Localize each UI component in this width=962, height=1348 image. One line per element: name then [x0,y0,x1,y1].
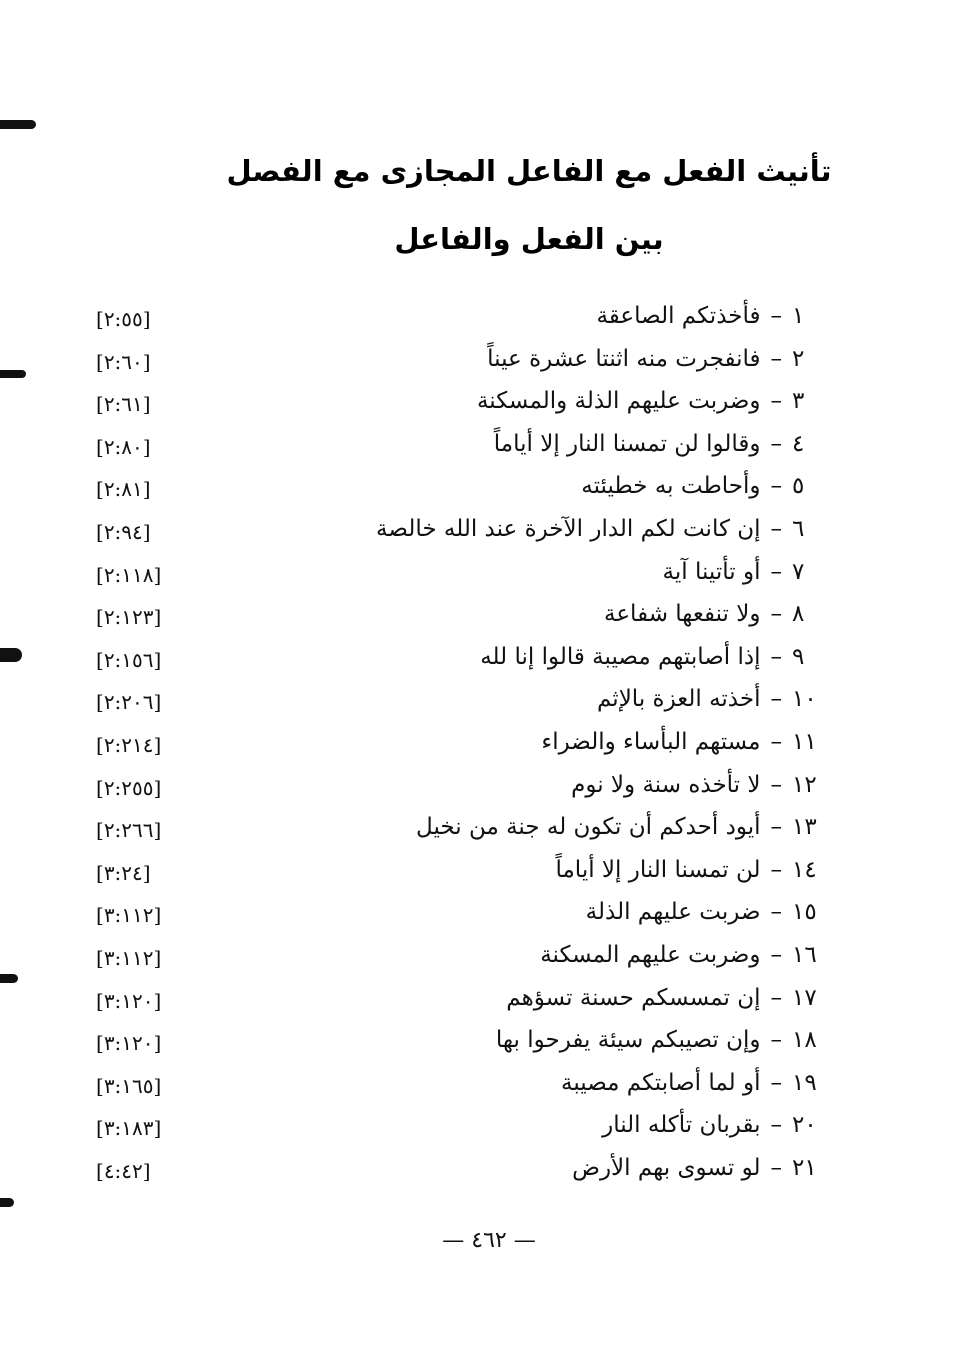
entry-text: وضربت عليهم المسكنة [540,941,761,968]
entry-line [506,983,822,1013]
entry-text: بقربان تأكله النار [602,1112,761,1139]
entry-number: ٣ [792,388,805,415]
entry-number: ٧ [792,558,805,585]
list-item [0,936,962,979]
entry-line [496,1025,822,1055]
entry-list [0,297,962,1191]
entry-dash: – [770,388,782,415]
entry-line [571,770,822,800]
entry-number: ١٢ [792,771,817,798]
list-item [0,723,962,766]
entry-line [540,940,822,970]
list-item [0,851,962,894]
entry-dash: – [770,941,782,968]
list-item [0,808,962,851]
entry-dash: – [770,899,782,926]
entry-dash: – [770,814,782,841]
entry-text: لا تأخذه سنة ولا نوم [571,771,761,798]
entry-dash: – [770,643,782,670]
entry-dash: – [770,473,782,500]
entry-number: ١٤ [792,856,817,883]
list-item [0,595,962,638]
entry-line [663,557,822,587]
entry-reference: [٢:٦١] [96,392,151,417]
entry-text: إن كانت لكم الدار الآخرة عند الله خالصة [376,515,761,542]
entry-text: وإن تصيبكم سيئة يفرحوا بها [495,1027,761,1054]
entry-line [555,855,822,885]
entry-text: فانفجرت منه اثنتا عشرة عيناً [487,345,761,372]
entry-number: ٨ [792,601,805,628]
entry-dash: – [770,515,782,542]
list-item [0,680,962,723]
entry-text: أو لما أصابتكم مصيبة [561,1069,761,1096]
entry-dash: – [770,558,782,585]
entry-text: ولا تنفعها شفاعة [604,601,761,628]
entry-number: ١٨ [792,1027,817,1054]
list-item [0,467,962,510]
entry-line [596,301,822,331]
entry-line [602,1110,822,1140]
entry-number: ١١ [792,728,817,755]
entry-reference: [٢:٩٤] [96,519,151,544]
entry-number: ١٠ [792,686,817,713]
entry-number: ٦ [792,515,805,542]
entry-text: ضربت عليهم الذلة [585,899,761,926]
entry-line [376,514,822,544]
entry-reference: [٣:١٢٠] [96,1031,162,1056]
entry-line [561,1068,822,1098]
entry-dash: – [770,856,782,883]
entry-text: إن تمسسكم حسنة تسؤهم [506,984,761,1011]
list-item [0,766,962,809]
entry-number: ٥ [792,473,805,500]
entry-text: لو تسوى بهم الأرض [572,1154,761,1181]
entry-text: أخذته العزة بالإثم [596,686,761,713]
entry-line [487,344,822,374]
scan-mark [0,120,36,129]
list-item [0,553,962,596]
entry-reference: [٣:١١٢] [96,945,162,970]
list-item [0,1064,962,1107]
entry-text: وأحاطت به خطيئته [581,473,761,500]
list-item [0,382,962,425]
entry-reference: [٣:١٨٣] [96,1116,162,1141]
entry-dash: – [770,1112,782,1139]
entry-number: ١٧ [792,984,817,1011]
entry-reference: [٢:٨١] [96,477,151,502]
entry-dash: – [770,984,782,1011]
entry-line [597,684,822,714]
entry-reference: [٢:١٢٣] [96,605,162,630]
scan-mark [0,1198,14,1207]
entry-number: ٤ [792,430,805,457]
entry-dash: – [770,728,782,755]
entry-dash: – [770,1069,782,1096]
entry-dash: – [770,303,782,329]
entry-dash: – [770,601,782,628]
entry-reference: [٣:١١٢] [96,903,162,928]
entry-text: فأخذتكم الصاعقة [596,303,761,329]
entry-dash: – [770,771,782,798]
list-item [0,893,962,936]
entry-dash: – [770,345,782,372]
list-item [0,979,962,1022]
entry-number: ٢٠ [792,1112,817,1139]
list-item [0,1149,962,1192]
entry-line [572,1153,822,1183]
entry-text: مستهم البأساء والضراء [541,728,761,755]
entry-number: ١٦ [792,941,817,968]
entry-dash: – [770,686,782,713]
entry-line [480,642,822,672]
entry-text: إذا أصابتهم مصيبة قالوا إنا لله [480,643,761,670]
list-item [0,340,962,383]
entry-reference: [٣:١٢٠] [96,988,162,1013]
page-number: — ٤٦٢ — [442,1228,536,1253]
entry-number: ٢ [792,345,805,372]
entry-dash: – [770,1027,782,1054]
entry-text: لن تمسنا النار إلا أياماً [555,856,761,883]
list-item [0,638,962,681]
entry-line [494,429,822,459]
entry-reference: [٢:٢١٤] [96,732,162,757]
entry-reference: [٣:١٦٥] [96,1073,162,1098]
entry-reference: [٢:٢٠٦] [96,690,162,715]
entry-line [581,471,822,501]
entry-reference: [٤:٤٢] [96,1158,151,1183]
entry-text: أيود أحدكم أن تكون له جنة من نخيل [416,814,761,841]
entry-number: ٢١ [792,1154,817,1181]
entry-text: وقالوا لن تمسنا النار إلا أياماً [493,430,761,457]
entry-number: ١ [792,303,805,329]
page-subtitle: بين الفعل والفاعل [394,222,664,256]
entry-reference: [٣:٢٤] [96,860,151,885]
entry-reference: [٢:٢٦٦] [96,818,162,843]
entry-line [541,727,822,757]
entry-number: ٩ [792,643,805,670]
entry-text: وضربت عليهم الذلة والمسكنة [476,388,761,415]
entry-reference: [٢:١٥٦] [96,647,162,672]
entry-reference: [٢:١١٨] [96,562,162,587]
entry-line [604,599,822,629]
entry-dash: – [770,430,782,457]
entry-dash: – [770,1154,782,1181]
entry-reference: [٢:٨٠] [96,434,151,459]
list-item [0,425,962,468]
entry-number: ١٥ [792,899,817,926]
entry-reference: [٢:٥٥] [96,307,151,331]
entry-text: أو تأتينا آية [662,558,761,585]
list-item [0,297,962,340]
list-item [0,510,962,553]
entry-number: ١٩ [792,1069,817,1096]
entry-reference: [٢:٦٠] [96,349,151,374]
list-item [0,1021,962,1064]
entry-line [586,897,822,927]
entry-number: ١٣ [792,814,817,841]
entry-line [477,386,822,416]
page-title: تأنيث الفعل مع الفاعل المجازى مع الفصل [226,154,832,188]
entry-reference: [٢:٢٥٥] [96,775,162,800]
list-item [0,1106,962,1149]
entry-line [416,812,822,842]
